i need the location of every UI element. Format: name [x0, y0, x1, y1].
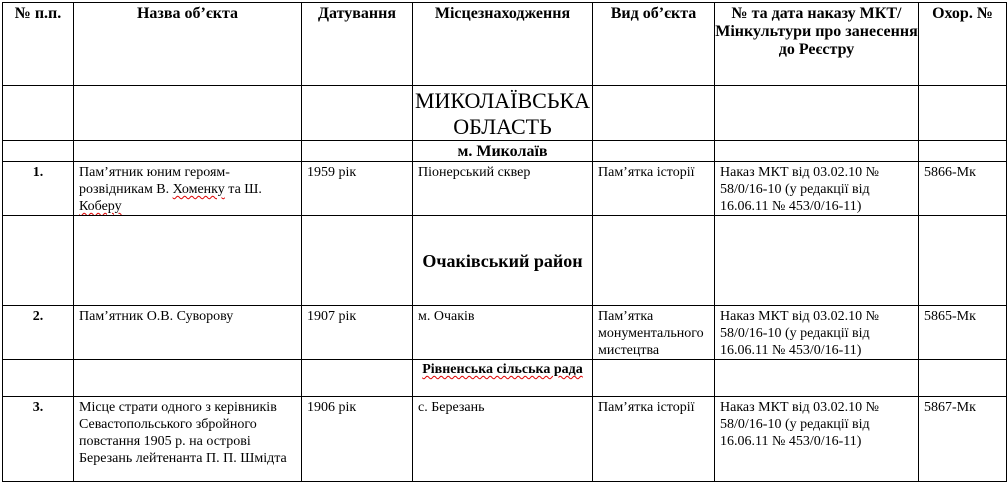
spelling-flag: Хоменку — [172, 182, 225, 197]
monuments-register-table-wrapper — [2, 2, 1007, 482]
header-reg: Охор. № — [919, 3, 1007, 86]
section-council-title: Рівненська сільська рада — [422, 362, 583, 377]
row-num: 2. — [3, 306, 74, 360]
row-name: Пам’ятник О.В. Суворову — [74, 306, 302, 360]
row-order: Наказ МКТ від 03.02.10 № 58/0/16-10 (у редакції від 16.06.11 № 453/0/16-11) — [715, 397, 919, 482]
section-oblast-title: МИКОЛАЇВСЬКА ОБЛАСТЬ — [414, 88, 591, 139]
header-order: № та дата наказу МКТ/Мінкультури про занесення до Реєстру — [715, 3, 919, 86]
section-row-oblast — [3, 86, 1007, 141]
row-num: 3. — [3, 397, 74, 482]
section-district-title: Очаківський район — [422, 250, 583, 271]
section-row-district — [3, 216, 1007, 306]
table-row — [3, 397, 1007, 482]
row-num: 1. — [3, 162, 74, 216]
header-name: Назва об’єкта — [74, 3, 302, 86]
row-order: Наказ МКТ від 03.02.10 № 58/0/16-10 (у редакції від 16.06.11 № 453/0/16-11) — [715, 306, 919, 360]
section-row-council — [3, 360, 1007, 397]
section-city-title: м. Миколаїв — [457, 142, 548, 160]
row-reg: 5865-Мк — [919, 306, 1007, 360]
header-location: Місцезнаходження — [413, 3, 593, 86]
row-date: 1959 рік — [302, 162, 413, 216]
row-kind: Пам’ятка історії — [593, 397, 715, 482]
table-row — [3, 306, 1007, 360]
header-num: № п.п. — [3, 3, 74, 86]
section-row-city — [3, 141, 1007, 162]
header-row — [3, 3, 1007, 86]
row-reg: 5866-Мк — [919, 162, 1007, 216]
row-date: 1906 рік — [302, 397, 413, 482]
row-name: Місце страти одного з керівників Севастопольського збройного повстання 1905 р. на острові Березань лейтенанта П. П. Шмідта — [74, 397, 302, 482]
row-date: 1907 рік — [302, 306, 413, 360]
row-kind: Пам’ятка монументального мистецтва — [593, 306, 715, 360]
row-location: с. Березань — [413, 397, 593, 482]
spelling-flag: Коберу — [79, 199, 122, 214]
header-kind: Вид об’єкта — [593, 3, 715, 86]
row-location: м. Очаків — [413, 306, 593, 360]
row-kind: Пам’ятка історії — [593, 162, 715, 216]
row-name: Пам’ятник юним героям-розвідникам В. Хоменку та Ш. Коберу — [74, 162, 302, 216]
row-location: Піонерський сквер — [413, 162, 593, 216]
row-order: Наказ МКТ від 03.02.10 № 58/0/16-10 (у редакції від 16.06.11 № 453/0/16-11) — [715, 162, 919, 216]
monuments-register-table — [2, 2, 1007, 482]
header-date: Датування — [302, 3, 413, 86]
table-row — [3, 162, 1007, 216]
row-reg: 5867-Мк — [919, 397, 1007, 482]
